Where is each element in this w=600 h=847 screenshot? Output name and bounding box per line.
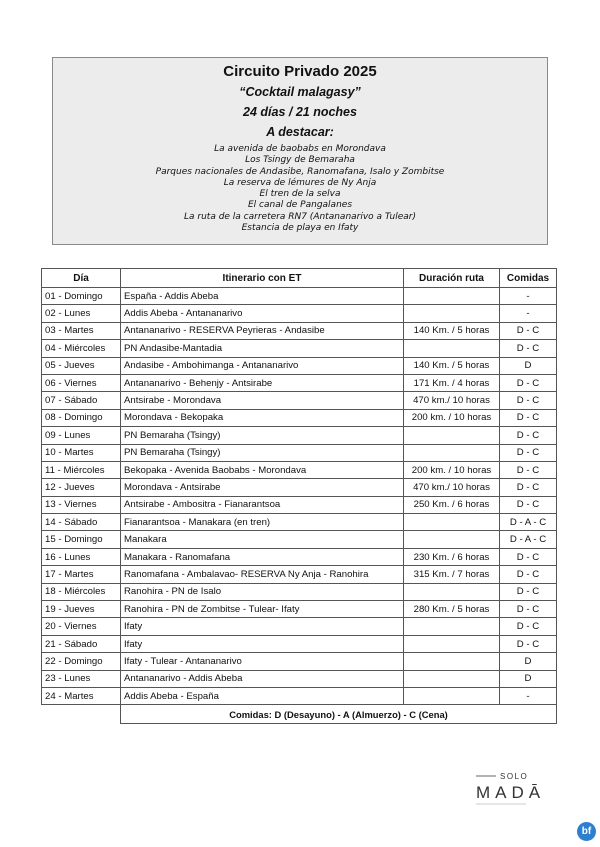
meals-legend: Comidas: D (Desayuno) - A (Almuerzo) - C (Cena) — [121, 705, 557, 724]
table-row — [42, 653, 557, 670]
column-header-itinerary: Itinerario con ET — [121, 269, 404, 288]
day-cell: 16 - Lunes — [42, 548, 121, 565]
table-body — [42, 288, 557, 705]
meals-cell: D - C — [500, 601, 557, 618]
table-row — [42, 635, 557, 652]
meals-cell: D - A - C — [500, 514, 557, 531]
tour-subtitle: “Cocktail malagasy” — [239, 85, 361, 99]
highlight-item: El canal de Pangalanes — [247, 200, 353, 211]
meals-cell: D - C — [500, 479, 557, 496]
meals-cell: D — [500, 653, 557, 670]
table-row — [42, 618, 557, 635]
itinerary-table — [41, 268, 557, 724]
table-row — [42, 305, 557, 322]
table-row — [42, 601, 557, 618]
day-cell: 06 - Viernes — [42, 374, 121, 391]
meals-cell: D - C — [500, 583, 557, 600]
logo-top-text: SOLO — [500, 772, 529, 781]
tour-duration: 24 días / 21 noches — [243, 105, 357, 119]
itinerary-cell: Morondava - Bekopaka — [121, 409, 404, 426]
meals-cell: D - C — [500, 409, 557, 426]
meals-cell: - — [500, 288, 557, 305]
day-cell: 24 - Martes — [42, 687, 121, 704]
table-row — [42, 514, 557, 531]
table-row — [42, 444, 557, 461]
duration-cell: 200 km. / 10 horas — [404, 409, 500, 426]
day-cell: 13 - Viernes — [42, 496, 121, 513]
table-row — [42, 531, 557, 548]
itinerary-cell: Fianarantsoa - Manakara (en tren) — [121, 514, 404, 531]
duration-cell: 250 Km. / 6 horas — [404, 496, 500, 513]
highlight-item: La reserva de lémures de Ny Anja — [223, 177, 377, 188]
meals-cell: D - C — [500, 444, 557, 461]
legend-row — [42, 705, 557, 724]
table-header-row — [42, 269, 557, 288]
day-cell: 15 - Domingo — [42, 531, 121, 548]
meals-cell: D - C — [500, 548, 557, 565]
itinerary-cell: PN Bemaraha (Tsingy) — [121, 427, 404, 444]
meals-cell: - — [500, 305, 557, 322]
duration-cell — [404, 687, 500, 704]
duration-cell: 280 Km. / 5 horas — [404, 601, 500, 618]
day-cell: 05 - Jueves — [42, 357, 121, 374]
itinerary-cell: Ifaty — [121, 618, 404, 635]
table-row — [42, 496, 557, 513]
table-row — [42, 322, 557, 339]
meals-cell: D - C — [500, 427, 557, 444]
day-cell: 03 - Martes — [42, 322, 121, 339]
day-cell: 17 - Martes — [42, 566, 121, 583]
meals-cell: D - C — [500, 618, 557, 635]
table-row — [42, 670, 557, 687]
table-row — [42, 392, 557, 409]
day-cell: 01 - Domingo — [42, 288, 121, 305]
meals-cell: D — [500, 357, 557, 374]
itinerary-cell: Antananarivo - Behenjy - Antsirabe — [121, 374, 404, 391]
itinerary-cell: Antananarivo - RESERVA Peyrieras - Andasibe — [121, 322, 404, 339]
day-cell: 14 - Sábado — [42, 514, 121, 531]
duration-cell — [404, 653, 500, 670]
meals-cell: D - C — [500, 461, 557, 478]
itinerary-cell: Bekopaka - Avenida Baobabs - Morondava — [121, 461, 404, 478]
day-cell: 02 - Lunes — [42, 305, 121, 322]
meals-cell: D - C — [500, 340, 557, 357]
duration-cell: 315 Km. / 7 horas — [404, 566, 500, 583]
highlight-item: El tren de la selva — [259, 189, 341, 200]
duration-cell — [404, 288, 500, 305]
duration-cell — [404, 635, 500, 652]
table-row — [42, 374, 557, 391]
meals-cell: D - C — [500, 374, 557, 391]
table-row — [42, 427, 557, 444]
itinerary-cell: PN Andasibe-Mantadia — [121, 340, 404, 357]
duration-cell: 200 km. / 10 horas — [404, 461, 500, 478]
table-row — [42, 288, 557, 305]
table-row — [42, 409, 557, 426]
table-row — [42, 357, 557, 374]
day-cell: 12 - Jueves — [42, 479, 121, 496]
day-cell: 21 - Sábado — [42, 635, 121, 652]
itinerary-cell: Ranohira - PN de Isalo — [121, 583, 404, 600]
page-title: Circuito Privado 2025 — [223, 63, 377, 80]
legend-spacer — [42, 705, 121, 724]
column-header-meals: Comidas — [500, 269, 557, 288]
itinerary-cell: PN Bemaraha (Tsingy) — [121, 444, 404, 461]
duration-cell — [404, 305, 500, 322]
highlight-item: La ruta de la carretera RN7 (Antananarivo a Tulear) — [184, 211, 416, 222]
solo-mada-logo — [474, 768, 546, 816]
highlights-list — [53, 144, 547, 234]
itinerary-cell: Ifaty - Tulear - Antananarivo — [121, 653, 404, 670]
duration-cell — [404, 514, 500, 531]
itinerary-cell: Antananarivo - Addis Abeba — [121, 670, 404, 687]
table-row — [42, 340, 557, 357]
highlights-title: A destacar: — [266, 125, 334, 139]
meals-cell: D - A - C — [500, 531, 557, 548]
duration-cell — [404, 340, 500, 357]
highlight-item: La avenida de baobabs en Morondava — [214, 144, 386, 154]
meals-cell: D - C — [500, 566, 557, 583]
day-cell: 19 - Jueves — [42, 601, 121, 618]
day-cell: 20 - Viernes — [42, 618, 121, 635]
itinerary-cell: Andasibe - Ambohimanga - Antananarivo — [121, 357, 404, 374]
table-row — [42, 461, 557, 478]
table-row — [42, 583, 557, 600]
duration-cell: 171 Km. / 4 horas — [404, 374, 500, 391]
day-cell: 08 - Domingo — [42, 409, 121, 426]
day-cell: 10 - Martes — [42, 444, 121, 461]
highlight-item: Los Tsingy de Bemaraha — [245, 155, 355, 166]
duration-cell: 140 Km. / 5 horas — [404, 357, 500, 374]
duration-cell — [404, 531, 500, 548]
itinerary-cell: Ranohira - PN de Zombitse - Tulear- Ifaty — [121, 601, 404, 618]
duration-cell — [404, 444, 500, 461]
duration-cell: 470 km./ 10 horas — [404, 479, 500, 496]
column-header-day: Día — [42, 269, 121, 288]
table-row — [42, 687, 557, 704]
meals-cell: - — [500, 687, 557, 704]
duration-cell: 140 Km. / 5 horas — [404, 322, 500, 339]
day-cell: 23 - Lunes — [42, 670, 121, 687]
table-row — [42, 566, 557, 583]
itinerary-cell: España - Addis Abeba — [121, 288, 404, 305]
day-cell: 07 - Sábado — [42, 392, 121, 409]
itinerary-cell: Addis Abeba - Antananarivo — [121, 305, 404, 322]
itinerary-cell: Morondava - Antsirabe — [121, 479, 404, 496]
itinerary-cell: Antsirabe - Morondava — [121, 392, 404, 409]
itinerary-cell: Manakara - Ranomafana — [121, 548, 404, 565]
itinerary-cell: Ifaty — [121, 635, 404, 652]
itinerary-cell: Manakara — [121, 531, 404, 548]
bf-badge-icon: bf — [577, 822, 596, 841]
day-cell: 04 - Miércoles — [42, 340, 121, 357]
column-header-duration: Duración ruta — [404, 269, 500, 288]
duration-cell — [404, 670, 500, 687]
duration-cell — [404, 583, 500, 600]
highlight-item: Parques nacionales de Andasibe, Ranomafana, Isalo y Zombitse — [155, 166, 445, 177]
meals-cell: D - C — [500, 496, 557, 513]
day-cell: 11 - Miércoles — [42, 461, 121, 478]
logo-main-text: MADĀ — [476, 783, 546, 802]
table-row — [42, 548, 557, 565]
table-row — [42, 479, 557, 496]
itinerary-cell: Antsirabe - Ambositra - Fianarantsoa — [121, 496, 404, 513]
meals-cell: D - C — [500, 635, 557, 652]
itinerary-cell: Ranomafana - Ambalavao- RESERVA Ny Anja - Ranohira — [121, 566, 404, 583]
duration-cell — [404, 427, 500, 444]
meals-cell: D - C — [500, 322, 557, 339]
itinerary-cell: Addis Abeba - España — [121, 687, 404, 704]
duration-cell: 470 km./ 10 horas — [404, 392, 500, 409]
highlight-item: Estancia de playa en Ifaty — [241, 223, 359, 234]
duration-cell — [404, 618, 500, 635]
meals-cell: D - C — [500, 392, 557, 409]
day-cell: 09 - Lunes — [42, 427, 121, 444]
header-box — [52, 57, 548, 245]
day-cell: 22 - Domingo — [42, 653, 121, 670]
duration-cell: 230 Km. / 6 horas — [404, 548, 500, 565]
day-cell: 18 - Miércoles — [42, 583, 121, 600]
meals-cell: D — [500, 670, 557, 687]
